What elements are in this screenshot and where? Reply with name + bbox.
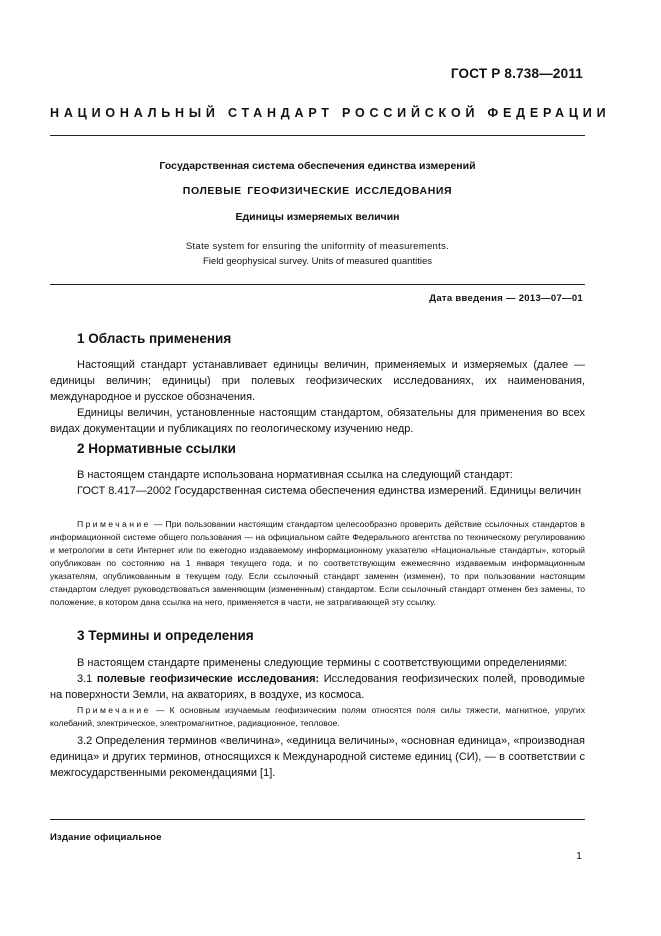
term-name: полевые геофизические исследования: <box>96 673 320 685</box>
term-number: 3.1 <box>77 673 97 685</box>
section-1-heading: 1 Область применения <box>77 331 232 346</box>
title-divider <box>50 284 585 285</box>
section-3-body <box>50 655 585 703</box>
gost-code: ГОСТ Р 8.738—2011 <box>450 66 583 81</box>
section-3-note <box>50 704 585 730</box>
system-title: Государственная система обеспечения единства измерений <box>159 160 476 172</box>
document-title: ПОЛЕВЫЕ ГЕОФИЗИЧЕСКИЕ ИССЛЕДОВАНИЯ <box>182 185 453 197</box>
term-definition: Исследования геофизических полей, проводимые на поверхности Земли, на акваториях, в воздухе, из космоса. <box>50 673 585 701</box>
section-1-paragraph-1: Настоящий стандарт устанавливает единицы величин, применяемых и измеряемых (далее — единицы величин; единицы) при полевых геофизических исследованиях, их наименования, международное и русское обозначения. <box>50 359 585 403</box>
note-label: Примечание <box>77 705 151 715</box>
note-text: — К основным изучаемым геофизическим полям относятся поля силы тяжести, магнитное, упругих колебаний, электрическое, электромагнитное, радиационное, тепловое. <box>50 705 585 728</box>
section-2-heading: 2 Нормативные ссылки <box>77 441 236 456</box>
section-3-paragraph-2: 3.2 Определения терминов «величина», «единица величины», «основная единица», «производная единица» и других терминов, относящихся к Международной системе единиц (СИ), — в соответствии с межгосударственными рекомендациями [1]. <box>50 735 585 779</box>
section-1-paragraph-2: Единицы величин, установленные настоящим стандартом, обязательны для применения во всех видах документации и публикациях по геологическому изучению недр. <box>50 407 585 435</box>
section-2-body <box>50 467 585 499</box>
term-3-1 <box>50 671 585 703</box>
page-number: 1 <box>576 850 582 862</box>
english-title-line1: State system for ensuring the uniformity of measurements. <box>185 241 450 252</box>
section-2-reference: ГОСТ 8.417—2002 Государственная система обеспечения единства измерений. Единицы величин <box>77 485 582 497</box>
english-title-line2: Field geophysical survey. Units of measured quantities <box>203 256 432 267</box>
section-2-paragraph-1: В настоящем стандарте использована нормативная ссылка на следующий стандарт: <box>77 469 513 481</box>
effective-date: Дата введения — 2013—07—01 <box>429 293 583 304</box>
official-edition-label: Издание официальное <box>50 832 162 843</box>
note-text: — При пользовании настоящим стандартом целесообразно проверить действие ссылочных стандартов в информационной системе общего пользования — на официальном сайте Федерального агентства по техническому регулированию и метрологии в сети Интернет или по ежегодно издаваемому информационному указателю «Национальные стандарты», который опубликован по состоянию на 1 января текущего года, и по соответствующим ежемесячно издаваемым информационным указателям, опубликованным в текущем году. Если ссылочный стандарт заменен (изменен), то при пользовании настоящим стандартом следует руководствоваться заменяющим (измененным) стандартом. Если ссылочный стандарт отменен без замены, то положение, в котором дана ссылка на него, применяется в части, не затрагивающей эту ссылку. <box>50 519 585 607</box>
section-2-note <box>50 518 585 609</box>
note-label: Примечание <box>77 519 151 529</box>
header-divider <box>50 135 585 136</box>
section-1-body <box>50 357 585 437</box>
document-subtitle: Единицы измеряемых величин <box>235 211 400 223</box>
section-3-body-2 <box>50 733 585 781</box>
section-3-paragraph-1: В настоящем стандарте применены следующие термины с соответствующими определениями: <box>77 657 568 669</box>
national-standard-heading: НАЦИОНАЛЬНЫЙ СТАНДАРТ РОССИЙСКОЙ ФЕДЕРАЦИИ <box>50 106 611 120</box>
footer-divider <box>50 819 585 820</box>
section-3-heading: 3 Термины и определения <box>77 628 254 643</box>
